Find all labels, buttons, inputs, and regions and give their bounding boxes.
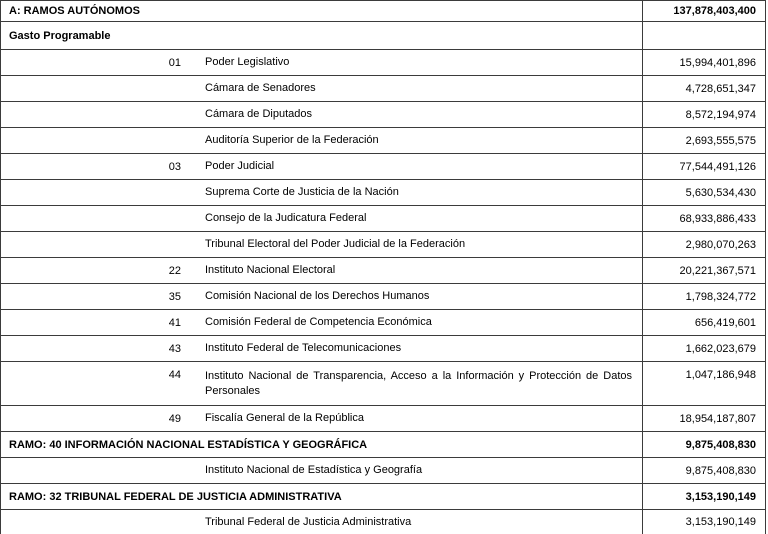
table-row	[1, 232, 765, 258]
table-row	[1, 154, 765, 180]
amount-cell	[642, 180, 765, 205]
amount-value: 1,662,023,679	[685, 342, 756, 355]
amount-cell	[642, 1, 765, 21]
amount-value: 3,153,190,149	[685, 490, 756, 503]
amount-value: 2,980,070,263	[685, 238, 756, 251]
description-cell	[1, 284, 642, 309]
entity-description: Cámara de Diputados	[205, 108, 313, 120]
ramo-code: 41	[168, 316, 181, 329]
description-cell	[1, 50, 642, 75]
table-row	[1, 336, 765, 362]
amount-cell	[642, 154, 765, 179]
description-cell	[1, 102, 642, 127]
amount-value: 15,994,401,896	[679, 56, 756, 69]
section-label-cell	[1, 1, 642, 21]
table-row	[1, 102, 765, 128]
entity-description: Tribunal Federal de Justicia Administrativa	[205, 515, 412, 528]
amount-value: 9,875,408,830	[685, 464, 756, 477]
section-label: RAMO: 40 INFORMACIÓN NACIONAL ESTADÍSTICA Y GEOGRÁFICA	[9, 438, 368, 451]
table-row	[1, 206, 765, 232]
amount-value: 2,693,555,575	[685, 134, 756, 147]
description-cell	[1, 310, 642, 335]
section-label-cell	[1, 484, 642, 509]
ramo-code: 44	[168, 369, 181, 381]
description-cell	[1, 336, 642, 361]
amount-cell	[642, 484, 765, 509]
entity-description: Consejo de la Judicatura Federal	[205, 212, 367, 224]
amount-cell	[642, 310, 765, 335]
entity-description: Comisión Federal de Competencia Económica	[205, 316, 432, 328]
amount-cell	[642, 458, 765, 483]
description-cell	[1, 406, 642, 431]
amount-cell	[642, 284, 765, 309]
table-row	[1, 258, 765, 284]
amount-cell	[642, 362, 765, 405]
amount-value: 3,153,190,149	[685, 516, 756, 528]
section-label: A: RAMOS AUTÓNOMOS	[9, 5, 140, 17]
amount-cell	[642, 50, 765, 75]
description-cell	[1, 154, 642, 179]
amount-cell	[642, 206, 765, 231]
entity-description: Poder Judicial	[205, 160, 275, 172]
amount-cell	[642, 76, 765, 101]
entity-description: Tribunal Electoral del Poder Judicial de la Federación	[205, 238, 466, 250]
description-cell	[1, 258, 642, 283]
amount-value: 137,878,403,400	[673, 5, 756, 17]
section-label-cell	[1, 432, 642, 457]
table-row	[1, 510, 765, 534]
table-row	[1, 76, 765, 102]
entity-description: Instituto Nacional de Estadística y Geografía	[205, 464, 423, 476]
amount-value: 656,419,601	[694, 316, 756, 329]
entity-description: Instituto Nacional de Transparencia, Acceso a la Información y Protección de Datos Personales	[205, 370, 632, 397]
table-row	[1, 50, 765, 76]
amount-value: 68,933,886,433	[679, 212, 756, 225]
description-cell	[1, 510, 642, 534]
section-label: RAMO: 32 TRIBUNAL FEDERAL DE JUSTICIA ADMINISTRATIVA	[9, 490, 342, 503]
amount-cell	[642, 258, 765, 283]
entity-description: Instituto Nacional Electoral	[205, 264, 336, 276]
entity-description: Fiscalía General de la República	[205, 412, 364, 424]
table-row	[1, 362, 765, 406]
amount-value: 4,728,651,347	[685, 82, 756, 95]
table-row	[1, 310, 765, 336]
table-row	[1, 22, 765, 50]
table-row	[1, 484, 765, 510]
table-row	[1, 1, 765, 22]
table-row	[1, 180, 765, 206]
entity-description: Poder Legislativo	[205, 56, 290, 68]
ramo-code: 35	[168, 290, 181, 303]
section-label-cell	[1, 22, 642, 49]
description-cell	[1, 76, 642, 101]
table-row	[1, 458, 765, 484]
description-cell	[1, 180, 642, 205]
ramo-code: 03	[168, 160, 181, 173]
description-cell	[1, 206, 642, 231]
amount-cell	[642, 232, 765, 257]
ramo-code: 22	[168, 264, 181, 277]
amount-cell	[642, 128, 765, 153]
amount-cell	[642, 510, 765, 534]
amount-value: 18,954,187,807	[679, 412, 756, 425]
table-row	[1, 432, 765, 458]
amount-value: 1,047,186,948	[685, 369, 756, 381]
entity-description: Suprema Corte de Justicia de la Nación	[205, 186, 399, 198]
entity-description: Comisión Nacional de los Derechos Humanos	[205, 290, 430, 302]
ramo-code: 01	[168, 56, 181, 69]
ramo-code: 43	[168, 342, 181, 355]
ramo-code: 49	[168, 412, 181, 425]
amount-value: 77,544,491,126	[679, 160, 756, 173]
entity-description: Auditoría Superior de la Federación	[205, 134, 379, 146]
amount-value: 8,572,194,974	[685, 108, 756, 121]
entity-description: Cámara de Senadores	[205, 82, 316, 94]
table-row	[1, 406, 765, 432]
amount-cell	[642, 102, 765, 127]
description-cell	[1, 362, 642, 405]
amount-value: 20,221,367,571	[679, 264, 756, 277]
table-row	[1, 128, 765, 154]
amount-cell	[642, 22, 765, 49]
description-cell	[1, 128, 642, 153]
entity-description: Instituto Federal de Telecomunicaciones	[205, 342, 402, 354]
description-cell	[1, 232, 642, 257]
amount-cell	[642, 432, 765, 457]
table-row	[1, 284, 765, 310]
amount-cell	[642, 336, 765, 361]
description-cell	[1, 458, 642, 483]
section-label: Gasto Programable	[9, 29, 111, 42]
amount-cell	[642, 406, 765, 431]
amount-value: 9,875,408,830	[685, 438, 756, 451]
amount-value: 5,630,534,430	[685, 186, 756, 199]
amount-value: 1,798,324,772	[685, 290, 756, 303]
